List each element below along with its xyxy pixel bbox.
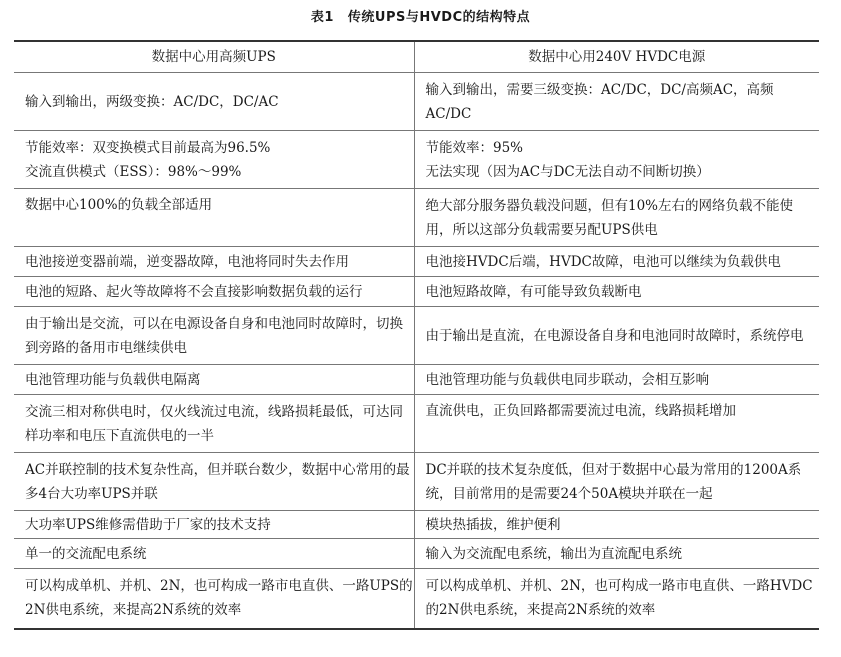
column-header-hvdc: 数据中心用240V HVDC电源 — [414, 41, 819, 73]
hvdc-cell: 节能效率：95% 无法实现（因为AC与DC无法自动不间断切换） — [414, 131, 819, 189]
ups-cell: 可以构成单机、并机、2N，也可构成一路市电直供、一路UPS的2N供电系统，来提高2N系统的效率 — [14, 569, 414, 629]
table-row — [14, 277, 819, 307]
ups-cell: 电池管理功能与负载供电隔离 — [14, 365, 414, 395]
hvdc-cell: 输入到输出，需要三级变换：AC/DC，DC/高频AC，高频AC/DC — [414, 73, 819, 131]
ups-cell: 由于输出是交流，可以在电源设备自身和电池同时故障时，切换到旁路的备用市电继续供电 — [14, 307, 414, 365]
table-row — [14, 189, 819, 247]
table-row — [14, 453, 819, 511]
hvdc-cell: 绝大部分服务器负载没问题，但有10%左右的网络负载不能使用，所以这部分负载需要另配UPS供电 — [414, 189, 819, 247]
table-row — [14, 73, 819, 131]
table-row — [14, 131, 819, 189]
hvdc-cell: 电池接HVDC后端，HVDC故障，电池可以继续为负载供电 — [414, 247, 819, 277]
ups-cell: 单一的交流配电系统 — [14, 539, 414, 569]
table-row — [14, 247, 819, 277]
hvdc-cell: 直流供电，正负回路都需要流过电流，线路损耗增加 — [414, 395, 819, 453]
ups-cell: AC并联控制的技术复杂性高，但并联台数少，数据中心常用的最多4台大功率UPS并联 — [14, 453, 414, 511]
hvdc-cell: 电池短路故障，有可能导致负载断电 — [414, 277, 819, 307]
ups-cell: 大功率UPS维修需借助于厂家的技术支持 — [14, 511, 414, 539]
column-header-ups: 数据中心用高频UPS — [14, 41, 414, 73]
hvdc-cell: 输入为交流配电系统，输出为直流配电系统 — [414, 539, 819, 569]
hvdc-cell: 电池管理功能与负载供电同步联动，会相互影响 — [414, 365, 819, 395]
table-header-row — [14, 41, 819, 73]
hvdc-cell: DC并联的技术复杂度低，但对于数据中心最为常用的1200A系统，目前常用的是需要24个50A模块并联在一起 — [414, 453, 819, 511]
ups-cell: 节能效率：双变换模式目前最高为96.5% 交流直供模式（ESS）：98%～99% — [14, 131, 414, 189]
ups-cell: 电池接逆变器前端，逆变器故障，电池将同时失去作用 — [14, 247, 414, 277]
hvdc-cell: 由于输出是直流，在电源设备自身和电池同时故障时，系统停电 — [414, 307, 819, 365]
ups-cell: 电池的短路、起火等故障将不会直接影响数据负载的运行 — [14, 277, 414, 307]
table-row — [14, 539, 819, 569]
table-row — [14, 511, 819, 539]
table-row — [14, 365, 819, 395]
ups-cell: 输入到输出，两级变换：AC/DC，DC/AC — [14, 73, 414, 131]
table-row — [14, 395, 819, 453]
ups-cell: 交流三相对称供电时，仅火线流过电流，线路损耗最低，可达同样功率和电压下直流供电的一半 — [14, 395, 414, 453]
comparison-table — [14, 40, 819, 630]
table-caption — [0, 0, 841, 40]
table-title: 传统UPS与HVDC的结构特点 — [347, 10, 531, 25]
table-row — [14, 569, 819, 629]
ups-cell: 数据中心100%的负载全部适用 — [14, 189, 414, 247]
table-number: 表1 — [310, 10, 334, 25]
hvdc-cell: 模块热插拔，维护便利 — [414, 511, 819, 539]
hvdc-cell: 可以构成单机、并机、2N，也可构成一路市电直供、一路HVDC的2N供电系统，来提高2N系统的效率 — [414, 569, 819, 629]
table-row — [14, 307, 819, 365]
